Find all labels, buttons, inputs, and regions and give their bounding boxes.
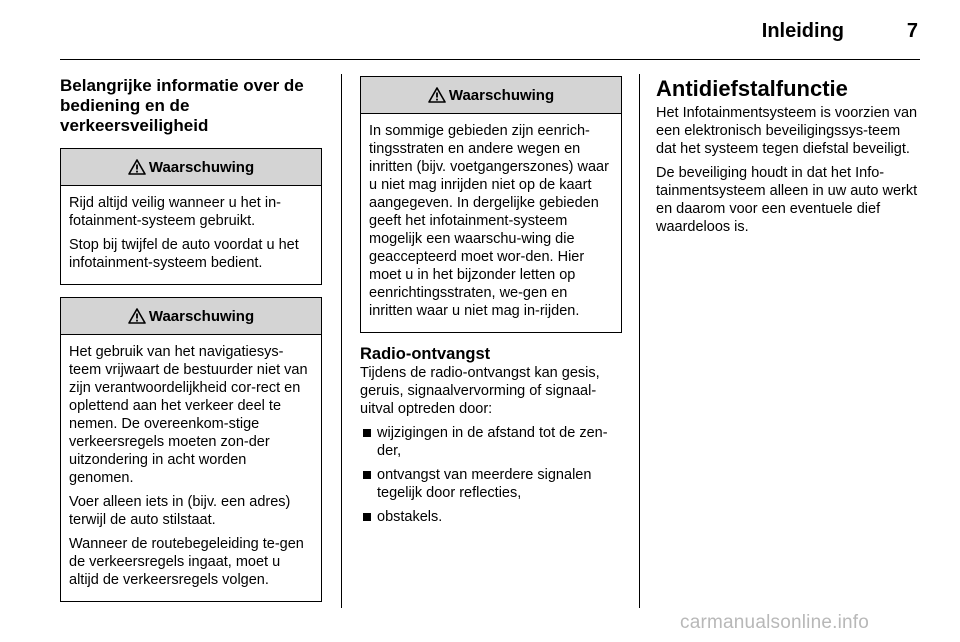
page-header — [60, 0, 920, 58]
warning-text: Rijd altijd veilig wanneer u het in-fotainment-systeem gebruikt. — [69, 195, 281, 229]
section-heading-safety: Belangrijke informatie over de bediening en de verkeersveiligheid — [60, 76, 304, 135]
list-item: obstakels. — [360, 508, 622, 526]
warning-text: Stop bij twijfel de auto voordat u het infotainment-systeem bedient. — [69, 237, 299, 271]
warning-text: In sommige gebieden zijn eenrich-tingsstraten en andere wegen en inritten (bijv. voetgangerszones) waar u niet mag inrijden niet op de kaart aangegeven. In dergelijke gebieden geeft het infotainment-systeem mogelijk een waarschu-wing die geaccepteerd moet wor-den. Hier moet u in het bijzonder letten op eenrichtingsstraten, we-gen en inritten waar u niet mag in-rijden. — [369, 123, 609, 319]
warning-box-header — [361, 77, 621, 114]
antitheft-text: De beveiliging houdt in dat het Info-tainmentsysteem alleen in uw auto werkt en daarom voor een eventuele dief waardeloos is. — [656, 165, 918, 235]
warning-box-body — [61, 186, 321, 284]
warning-box — [360, 76, 622, 333]
radio-intro-text: Tijdens de radio-ontvangst kan gesis, geruis, signaalvervorming of signaal-uitval optreden door: — [360, 365, 600, 417]
warning-text: Het gebruik van het navigatiesys-teem vrijwaart de bestuurder niet van zijn verantwoordelijkheid cor-rect en oplettend aan het verkeer deel te nemen. De overeenkom-stige verkeersregels moeten zon-der uitzondering in acht worden genomen. — [69, 344, 308, 486]
header-rule — [60, 59, 920, 60]
antitheft-text: Het Infotainmentsysteem is voorzien van een elektronisch beveiligingssys-teem dat het systeem tegen diefstal beveiligt. — [656, 105, 918, 157]
section-heading-radio: Radio-ontvangst — [360, 345, 491, 363]
column-middle — [360, 76, 622, 532]
warning-box — [60, 148, 322, 285]
bullet-square-icon — [363, 471, 371, 479]
column-left — [60, 76, 322, 614]
column-divider — [639, 74, 640, 608]
bullet-square-icon — [363, 429, 371, 437]
warning-triangle-icon — [428, 87, 446, 103]
section-heading-antitheft: Antidiefstalfunctie — [656, 76, 848, 101]
list-item: ontvangst van meerdere signalen tegelijk door reflecties, — [360, 466, 622, 502]
warning-label: Waarschuwing — [148, 158, 255, 176]
page-number: 7 — [906, 20, 918, 42]
bullet-square-icon — [363, 513, 371, 521]
warning-box-header — [61, 149, 321, 186]
list-item: wijzigingen in de afstand tot de zen-der, — [360, 424, 622, 460]
warning-text: Wanneer de routebegeleiding te-gen de verkeersregels ingaat, moet u altijd de verkeersregels volgen. — [69, 536, 304, 588]
warning-box-body — [61, 335, 321, 601]
column-right — [656, 76, 920, 242]
warning-triangle-icon — [128, 308, 146, 324]
watermark-text: carmanualsonline.info — [680, 612, 870, 633]
column-divider — [341, 74, 342, 608]
warning-text: Voer alleen iets in (bijv. een adres) terwijl de auto stilstaat. — [69, 494, 291, 528]
warning-label: Waarschuwing — [148, 307, 255, 325]
chapter-title: Inleiding — [761, 20, 844, 42]
radio-bullet-list — [360, 424, 622, 526]
warning-box-header — [61, 298, 321, 335]
warning-triangle-icon — [128, 159, 146, 175]
warning-box-body — [361, 114, 621, 332]
warning-label: Waarschuwing — [448, 86, 555, 104]
warning-box — [60, 297, 322, 602]
